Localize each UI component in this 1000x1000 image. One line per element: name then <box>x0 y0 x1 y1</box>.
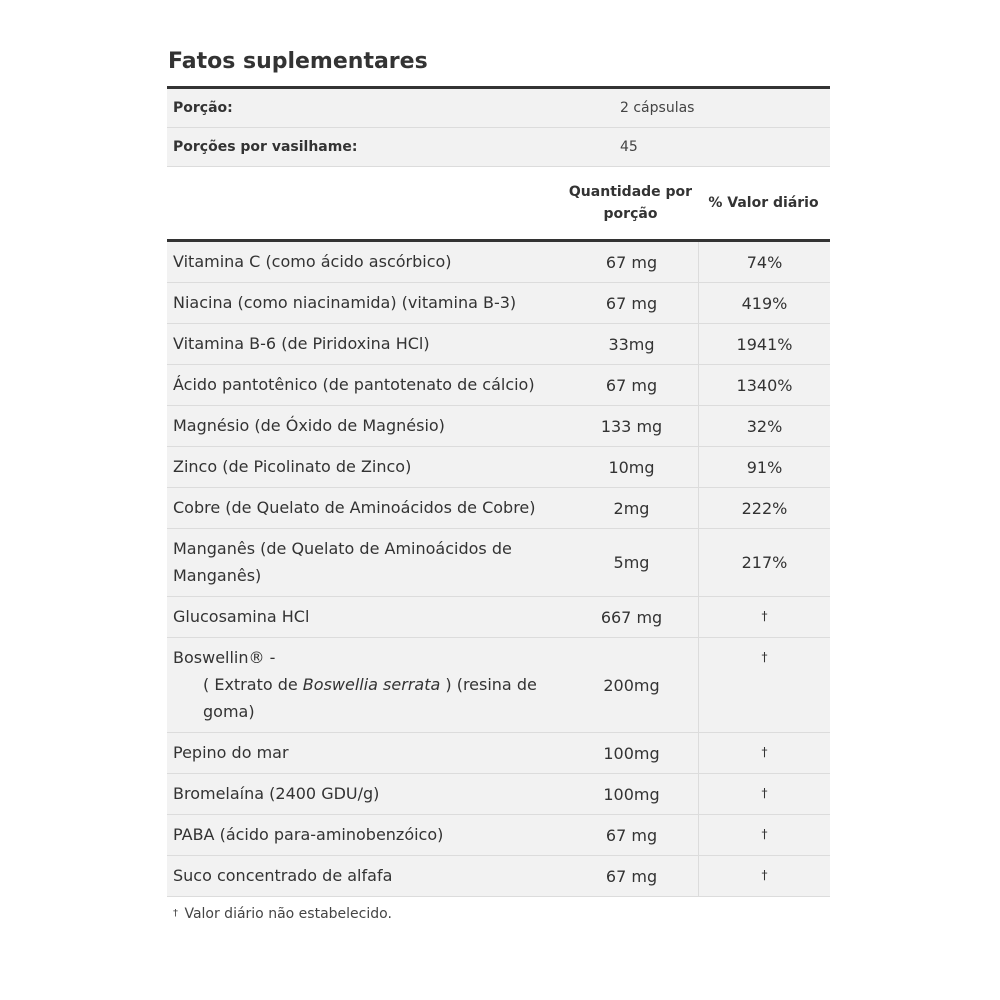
nutrient-name <box>167 815 565 856</box>
nutrient-name-text: Cobre (de Quelato de Aminoácidos de Cobre) <box>173 498 536 517</box>
serving-size-value: 2 cápsulas <box>620 100 695 116</box>
nutrient-name-text: PABA (ácido para-aminobenzóico) <box>173 825 444 844</box>
nutrient-daily-value: 217% <box>699 529 831 597</box>
subtext-prefix: ( Extrato de <box>203 675 303 694</box>
nutrient-name-text: Manganês (de Quelato de Aminoácidos de Manganês) <box>173 539 512 585</box>
nutrient-amount: 667 mg <box>565 597 699 638</box>
nutrient-amount: 2mg <box>565 488 699 529</box>
table-row <box>167 447 830 488</box>
table-row <box>167 529 830 597</box>
table-row <box>167 365 830 406</box>
nutrient-daily-value: 74% <box>699 242 831 283</box>
nutrient-name-text: Vitamina C (como ácido ascórbico) <box>173 252 452 271</box>
nutrient-subtext <box>173 671 565 725</box>
nutrient-name-text: Pepino do mar <box>173 743 289 762</box>
nutrient-name <box>167 447 565 488</box>
nutrient-name <box>167 597 565 638</box>
subtext-suffix: ) (resina de goma) <box>203 675 537 721</box>
table-row <box>167 733 830 774</box>
nutrient-daily-value: † <box>699 774 831 815</box>
amount-column-header: Quantidade por porção <box>568 184 693 222</box>
nutrient-table-body <box>167 242 830 897</box>
footnote-text: Valor diário não estabelecido. <box>184 906 392 922</box>
nutrient-name <box>167 488 565 529</box>
subtext-botanical-name: Boswellia serrata <box>302 675 441 694</box>
nutrient-name <box>167 406 565 447</box>
table-row <box>167 856 830 897</box>
nutrient-amount: 67 mg <box>565 815 699 856</box>
nutrient-name-text: Ácido pantotênico (de pantotenato de cálcio) <box>173 375 535 394</box>
nutrient-name-text: Zinco (de Picolinato de Zinco) <box>173 457 412 476</box>
nutrient-amount: 67 mg <box>565 283 699 324</box>
table-row <box>167 283 830 324</box>
dagger-mark: † <box>173 908 178 919</box>
nutrient-amount: 5mg <box>565 529 699 597</box>
servings-per-container-value: 45 <box>620 139 638 155</box>
table-row <box>167 488 830 529</box>
nutrient-name <box>167 856 565 897</box>
nutrient-daily-value: † <box>699 597 831 638</box>
supplement-facts-panel <box>167 46 830 922</box>
table-row <box>167 406 830 447</box>
nutrient-amount: 67 mg <box>565 242 699 283</box>
nutrient-daily-value: 419% <box>699 283 831 324</box>
table-row <box>167 597 830 638</box>
nutrient-name-text: Bromelaína (2400 GDU/g) <box>173 784 380 803</box>
panel-title: Fatos suplementares <box>168 49 428 74</box>
nutrient-daily-value: 222% <box>699 488 831 529</box>
table-row <box>167 815 830 856</box>
nutrient-name-text: Niacina (como niacinamida) (vitamina B-3) <box>173 293 517 312</box>
nutrient-name <box>167 638 565 733</box>
nutrient-daily-value: † <box>699 733 831 774</box>
serving-size-row <box>167 89 830 128</box>
nutrient-amount: 133 mg <box>565 406 699 447</box>
nutrient-name <box>167 365 565 406</box>
nutrient-amount: 67 mg <box>565 365 699 406</box>
nutrient-amount: 67 mg <box>565 856 699 897</box>
nutrient-name <box>167 283 565 324</box>
serving-size-label: Porção: <box>173 100 233 116</box>
nutrient-table <box>167 242 830 897</box>
table-row <box>167 242 830 283</box>
servings-per-container-label: Porções por vasilhame: <box>173 139 358 155</box>
nutrient-daily-value: 32% <box>699 406 831 447</box>
nutrient-amount: 200mg <box>565 638 699 733</box>
nutrient-name <box>167 242 565 283</box>
table-header <box>167 167 830 239</box>
table-row <box>167 638 830 733</box>
nutrient-amount: 100mg <box>565 774 699 815</box>
daily-value-column-header: % Valor diário <box>708 195 819 211</box>
nutrient-daily-value: † <box>699 856 831 897</box>
nutrient-name <box>167 733 565 774</box>
nutrient-daily-value: † <box>699 815 831 856</box>
nutrient-amount: 10mg <box>565 447 699 488</box>
nutrient-daily-value: 91% <box>699 447 831 488</box>
nutrient-name-text: Boswellin® - <box>173 648 276 667</box>
nutrient-daily-value: 1340% <box>699 365 831 406</box>
table-row <box>167 324 830 365</box>
nutrient-name-text: Suco concentrado de alfafa <box>173 866 393 885</box>
nutrient-daily-value: 1941% <box>699 324 831 365</box>
nutrient-name-text: Magnésio (de Óxido de Magnésio) <box>173 416 445 435</box>
nutrient-amount: 33mg <box>565 324 699 365</box>
footnote <box>167 906 830 922</box>
servings-per-container-row <box>167 128 830 167</box>
nutrient-name-text: Glucosamina HCl <box>173 607 310 626</box>
table-row <box>167 774 830 815</box>
nutrient-name-text: Vitamina B-6 (de Piridoxina HCl) <box>173 334 430 353</box>
nutrient-name <box>167 529 565 597</box>
nutrient-daily-value: † <box>699 638 831 733</box>
nutrient-amount: 100mg <box>565 733 699 774</box>
nutrient-name <box>167 774 565 815</box>
nutrient-name <box>167 324 565 365</box>
